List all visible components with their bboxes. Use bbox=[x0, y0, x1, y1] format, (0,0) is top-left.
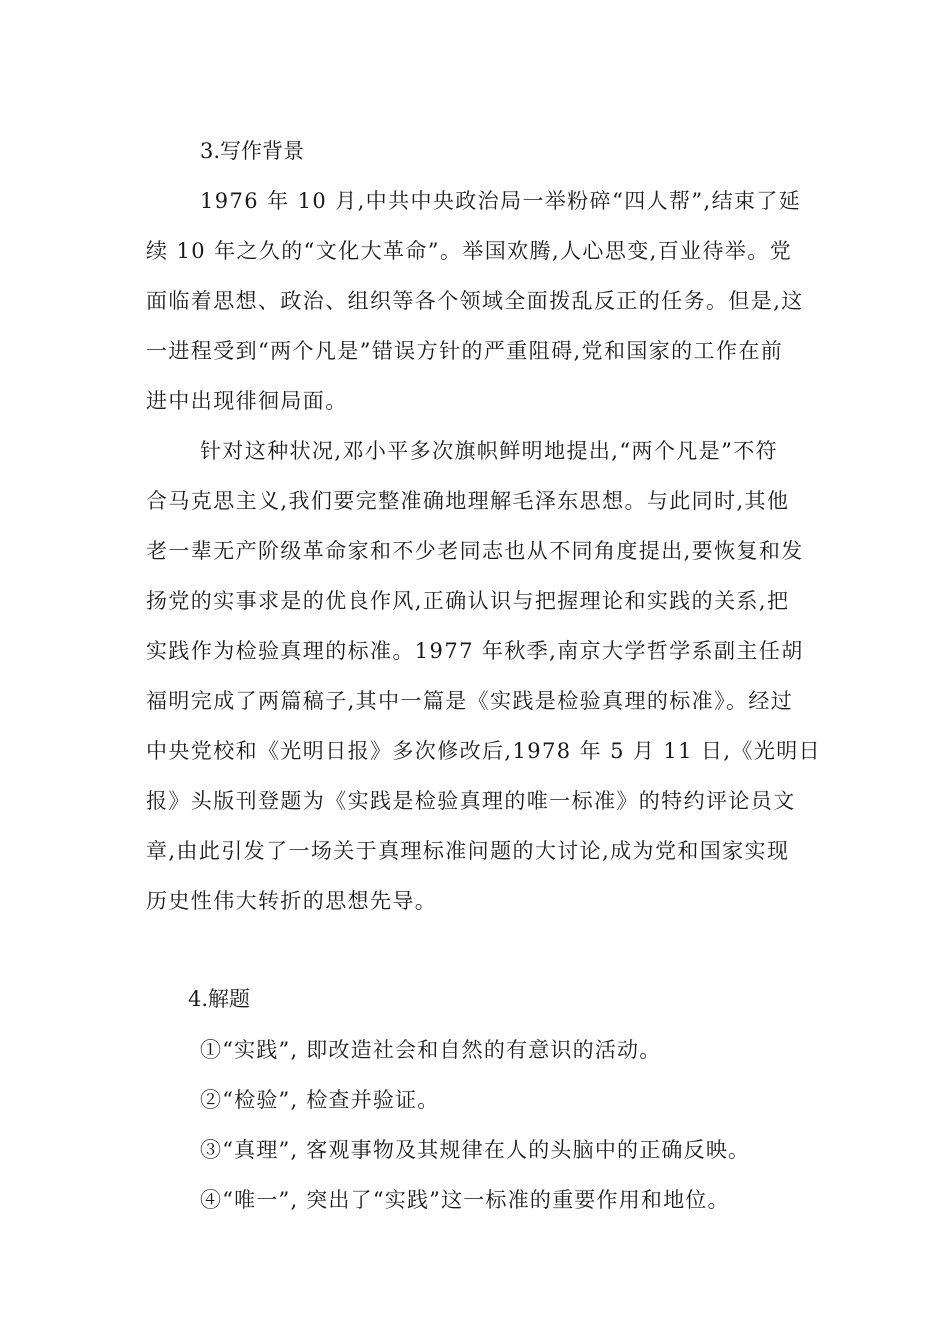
paragraph-1-line: 一进程受到“两个凡是”错误方针的严重阻碍,党和国家的工作在前 bbox=[146, 339, 784, 363]
paragraph-2-line: 中央党校和《光明日报》多次修改后,1978 年 5 月 11 日,《光明日 bbox=[146, 739, 822, 763]
definition-item: ②“检验”, 检查并验证。 bbox=[200, 1088, 440, 1112]
paragraph-1-line: 面临着思想、政治、组织等各个领域全面拨乱反正的任务。但是,这 bbox=[146, 289, 804, 313]
paragraph-2-line: 章,由此引发了一场关于真理标准问题的大讨论,成为党和国家实现 bbox=[146, 839, 790, 863]
section-3-heading: 3.写作背景 bbox=[200, 139, 305, 163]
paragraph-2-line: 老一辈无产阶级革命家和不少老同志也从不同角度提出,要恢复和发 bbox=[146, 539, 804, 563]
paragraph-1-line: 1976 年 10 月,中共中央政治局一举粉碎“四人帮”,结束了延 bbox=[200, 189, 802, 213]
section-4-heading: 4.解题 bbox=[188, 987, 251, 1011]
paragraph-2-line: 历史性伟大转折的思想先导。 bbox=[146, 889, 438, 913]
paragraph-2-line: 针对这种状况,邓小平多次旗帜鲜明地提出,“两个凡是”不符 bbox=[200, 439, 779, 463]
definition-item: ①“实践”, 即改造社会和自然的有意识的活动。 bbox=[200, 1038, 662, 1062]
paragraph-2-line: 实践作为检验真理的标准。1977 年秋季,南京大学哲学系副主任胡 bbox=[146, 639, 804, 663]
paragraph-2-line: 合马克思主义,我们要完整准确地理解毛泽东思想。与此同时,其他 bbox=[146, 489, 790, 513]
paragraph-2-line: 福明完成了两篇稿子,其中一篇是《实践是检验真理的标准》。经过 bbox=[146, 689, 794, 713]
paragraph-2-line: 报》头版刊登题为《实践是检验真理的唯一标准》的特约评论员文 bbox=[146, 789, 796, 813]
paragraph-1-line: 进中出现徘徊局面。 bbox=[146, 389, 348, 413]
definition-item: ④“唯一”, 突出了“实践”这一标准的重要作用和地位。 bbox=[200, 1188, 730, 1212]
paragraph-1-line: 续 10 年之久的“文化大革命”。举国欢腾,人心思变,百业待举。党 bbox=[146, 239, 793, 263]
paragraph-2-line: 扬党的实事求是的优良作风,正确认识与把握理论和实践的关系,把 bbox=[146, 589, 790, 613]
definition-item: ③“真理”, 客观事物及其规律在人的头脑中的正确反映。 bbox=[200, 1138, 751, 1162]
